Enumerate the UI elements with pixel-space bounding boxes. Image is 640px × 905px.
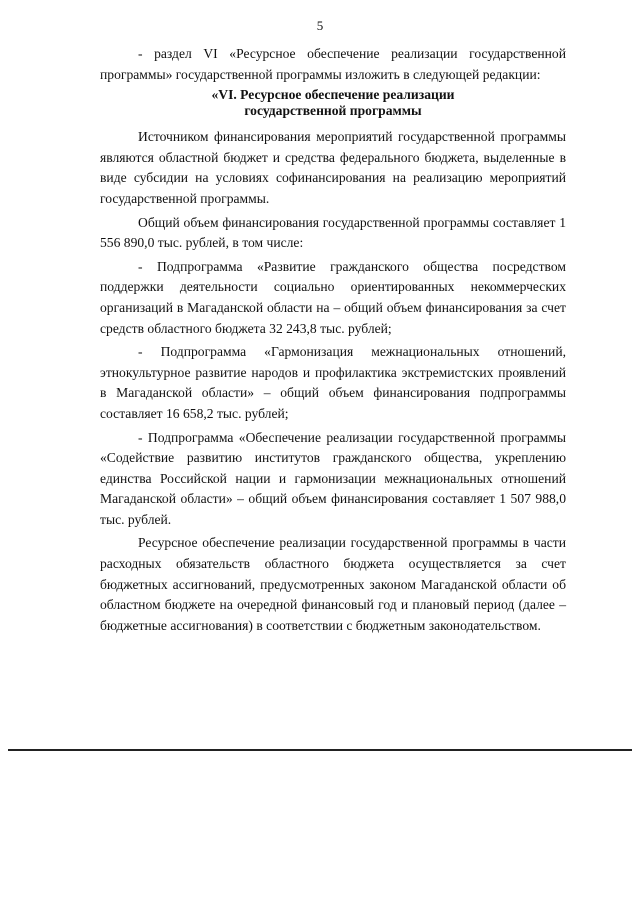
page-number: 5 bbox=[316, 18, 324, 33]
paragraph-total-funding: Общий объем финансирования государственной программы составляет 1 556 890,0 тыс. рублей, в том числе: bbox=[100, 214, 566, 251]
paragraph-subprogram-3: - Подпрограмма «Обеспечение реализации государственной программы «Содействие развитию институтов гражданского общества, укреплению единства Российской нации и гармонизации межнациональных отношений Магаданской области» – общий объем финансирования составляет 1 507 988,0 тыс. рублей. bbox=[100, 429, 566, 527]
intro-paragraph: - раздел VI «Ресурсное обеспечение реализации государственной программы» государственной программы изложить в следующей редакции: bbox=[100, 46, 566, 82]
paragraph-subprogram-1: - Подпрограмма «Развитие гражданского общества посредством поддержки деятельности социально ориентированных некоммерческих организаций в Магаданской области на – общий объем финансирования за счет средств областного бюджета 32 243,8 тыс. рублей; bbox=[100, 258, 566, 336]
document-body bbox=[100, 44, 566, 636]
paragraph-budget-obligations: Ресурсное обеспечение реализации государственной программы в части расходных обязательств областного бюджета осуществляется за счет бюджетных ассигнований, предусмотренных законом Магаданской области об областном бюджете на очередной финансовый год и плановый период (далее – бюджетные ассигнования) в соответствии с бюджетным законодательством. bbox=[100, 535, 566, 633]
paragraph-funding-sources: Источником финансирования мероприятий государственной программы являются областной бюджет и средства федерального бюджета, выделенные в виде субсидии на условиях софинансирования на реализацию мероприятий государственной программы. bbox=[100, 129, 566, 206]
bottom-divider bbox=[8, 749, 632, 751]
section-heading-line-1: «VI. Ресурсное обеспечение реализации bbox=[211, 87, 455, 103]
paragraph-subprogram-2: - Подпрограмма «Гармонизация межнациональных отношений, этнокультурное развитие народов и профилактика экстремистских проявлений в Магаданской области» – общий объем финансирования подпрограммы составляет 16 658,2 тыс. рублей; bbox=[100, 344, 566, 421]
section-heading-line-2: государственной программы bbox=[244, 103, 422, 119]
section-heading bbox=[100, 87, 566, 119]
